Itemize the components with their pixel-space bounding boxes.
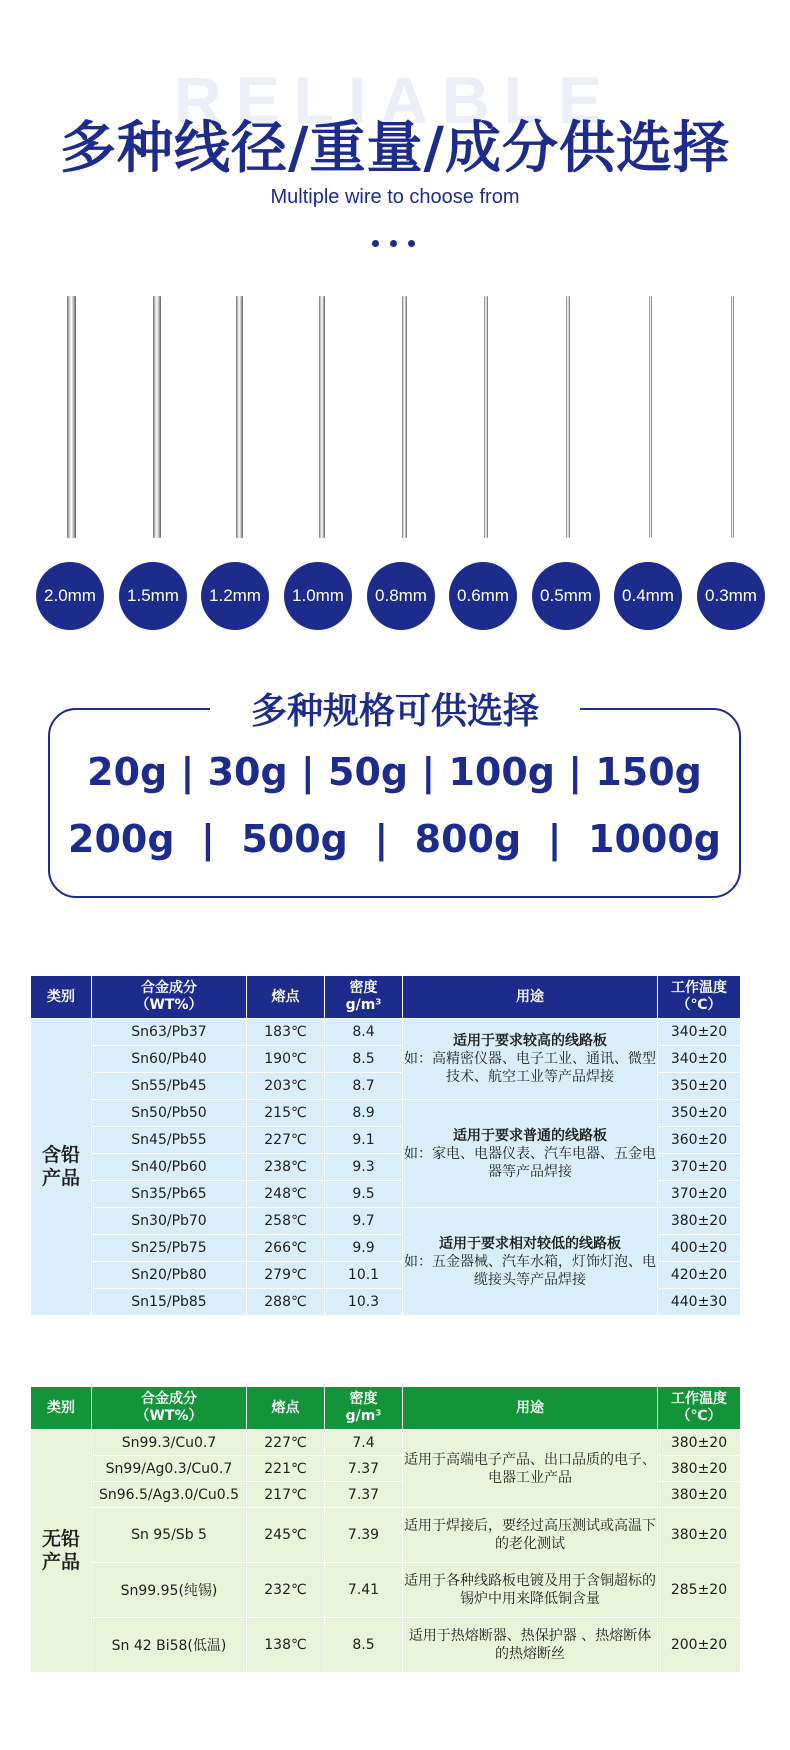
- melting-cell: 279℃: [247, 1262, 325, 1289]
- wire-sample-1-0mm: [319, 296, 325, 538]
- leaded-product-table: [30, 975, 741, 1316]
- density-cell: 8.5: [325, 1618, 403, 1673]
- temp-cell: 380±20: [658, 1208, 741, 1235]
- weight-option: 800g: [414, 817, 522, 861]
- alloy-cell: Sn20/Pb80: [92, 1262, 247, 1289]
- usage-cell: 适用于各种线路板电镀及用于含铜超标的锡炉中用来降低铜含量: [403, 1563, 658, 1618]
- weight-option: 500g: [241, 817, 348, 861]
- temp-cell: 420±20: [658, 1262, 741, 1289]
- weight-option: 100g: [448, 750, 555, 794]
- header-usage: 用途: [403, 1387, 658, 1430]
- melting-cell: 190℃: [247, 1046, 325, 1073]
- density-cell: 7.37: [325, 1456, 403, 1482]
- wire-sample-0-5mm: [566, 296, 570, 538]
- header-melting: 熔点: [247, 1387, 325, 1430]
- melting-cell: 221℃: [247, 1456, 325, 1482]
- background-watermark: RELIABLE: [174, 63, 616, 137]
- wire-sample-0-8mm: [402, 296, 407, 538]
- weight-row-2: 200g | 500g | 800g | 1000g: [68, 817, 721, 861]
- density-cell: 9.5: [325, 1181, 403, 1208]
- category-lead-free: 无铅 产品: [31, 1430, 92, 1673]
- alloy-cell: Sn45/Pb55: [92, 1127, 247, 1154]
- weight-option: 150g: [595, 750, 702, 794]
- usage-cell: 适用于高端电子产品、出口品质的电子、电器工业产品: [403, 1430, 658, 1508]
- weight-option: 30g: [207, 750, 288, 794]
- melting-cell: 248℃: [247, 1181, 325, 1208]
- weight-row-1: 20g | 30g | 50g | 100g | 150g: [87, 750, 702, 794]
- usage-cell: 适用于要求较高的线路板 如：高精密仪器、电子工业、通讯、微型技术、航空工业等产品焊接: [403, 1019, 658, 1100]
- wire-sample-1-2mm: [236, 296, 243, 538]
- header-category: 类别: [31, 976, 92, 1019]
- temp-cell: 350±20: [658, 1073, 741, 1100]
- melting-cell: 232℃: [247, 1563, 325, 1618]
- wire-size-badge: 2.0mm: [36, 562, 104, 630]
- temp-cell: 350±20: [658, 1100, 741, 1127]
- temp-cell: 380±20: [658, 1430, 741, 1456]
- alloy-cell: Sn40/Pb60: [92, 1154, 247, 1181]
- temp-cell: 380±20: [658, 1508, 741, 1563]
- density-cell: 9.7: [325, 1208, 403, 1235]
- weight-option: 1000g: [588, 817, 721, 861]
- density-cell: 7.37: [325, 1482, 403, 1508]
- density-cell: 8.9: [325, 1100, 403, 1127]
- density-cell: 9.9: [325, 1235, 403, 1262]
- table-row: [31, 1508, 741, 1563]
- density-cell: 7.4: [325, 1430, 403, 1456]
- lead-free-product-table: [30, 1386, 741, 1673]
- melting-cell: 138℃: [247, 1618, 325, 1673]
- density-cell: 8.5: [325, 1046, 403, 1073]
- wire-size-badge: 0.3mm: [697, 562, 765, 630]
- table-row: [31, 1430, 741, 1456]
- header-density: 密度 g/m³: [325, 1387, 403, 1430]
- alloy-cell: Sn50/Pb50: [92, 1100, 247, 1127]
- weight-spec-title: 多种规格可供选择: [210, 683, 580, 734]
- melting-cell: 217℃: [247, 1482, 325, 1508]
- density-cell: 8.4: [325, 1019, 403, 1046]
- wire-sample-0-3mm: [731, 296, 734, 538]
- temp-cell: 340±20: [658, 1019, 741, 1046]
- header-alloy: 合金成分 （WT%）: [92, 976, 247, 1019]
- weight-spec-box: [48, 708, 741, 898]
- density-cell: 7.41: [325, 1563, 403, 1618]
- temp-cell: 200±20: [658, 1618, 741, 1673]
- decorative-dots: [372, 240, 415, 247]
- alloy-cell: Sn55/Pb45: [92, 1073, 247, 1100]
- density-cell: 10.1: [325, 1262, 403, 1289]
- temp-cell: 340±20: [658, 1046, 741, 1073]
- table-row: [31, 1563, 741, 1618]
- temp-cell: 400±20: [658, 1235, 741, 1262]
- melting-cell: 203℃: [247, 1073, 325, 1100]
- alloy-cell: Sn60/Pb40: [92, 1046, 247, 1073]
- density-cell: 9.1: [325, 1127, 403, 1154]
- wire-size-badge: 0.4mm: [614, 562, 682, 630]
- weight-option: 20g: [87, 750, 168, 794]
- table-row: [31, 1208, 741, 1235]
- weight-option: 200g: [68, 817, 175, 861]
- alloy-cell: Sn99.3/Cu0.7: [92, 1430, 247, 1456]
- wire-size-badge: 0.6mm: [449, 562, 517, 630]
- header-temp: 工作温度 （℃）: [658, 976, 741, 1019]
- table-row: [31, 1019, 741, 1046]
- header-alloy: 合金成分 （WT%）: [92, 1387, 247, 1430]
- header-usage: 用途: [403, 976, 658, 1019]
- wire-size-badge: 1.0mm: [284, 562, 352, 630]
- alloy-cell: Sn63/Pb37: [92, 1019, 247, 1046]
- alloy-cell: Sn 95/Sb 5: [92, 1508, 247, 1563]
- melting-cell: 266℃: [247, 1235, 325, 1262]
- temp-cell: 370±20: [658, 1181, 741, 1208]
- usage-cell: 适用于热熔断器、热保护器 、热熔断体的热熔断丝: [403, 1618, 658, 1673]
- alloy-cell: Sn99.95(纯锡): [92, 1563, 247, 1618]
- melting-cell: 245℃: [247, 1508, 325, 1563]
- table-header-row: [31, 976, 741, 1019]
- melting-cell: 227℃: [247, 1127, 325, 1154]
- header-temp: 工作温度 （℃）: [658, 1387, 741, 1430]
- temp-cell: 285±20: [658, 1563, 741, 1618]
- density-cell: 7.39: [325, 1508, 403, 1563]
- wire-sample-0-6mm: [484, 296, 488, 538]
- melting-cell: 227℃: [247, 1430, 325, 1456]
- wire-size-badge: 1.5mm: [119, 562, 187, 630]
- header-melting: 熔点: [247, 976, 325, 1019]
- temp-cell: 380±20: [658, 1456, 741, 1482]
- header-category: 类别: [31, 1387, 92, 1430]
- temp-cell: 440±30: [658, 1289, 741, 1316]
- table-row: [31, 1100, 741, 1127]
- alloy-cell: Sn 42 Bi58(低温): [92, 1618, 247, 1673]
- usage-cell: 适用于要求相对较低的线路板 如：五金器械、汽车水箱，灯饰灯泡、电缆接头等产品焊接: [403, 1208, 658, 1316]
- temp-cell: 380±20: [658, 1482, 741, 1508]
- melting-cell: 238℃: [247, 1154, 325, 1181]
- page-title: 多种线径/重量/成分供选择: [60, 116, 730, 181]
- melting-cell: 215℃: [247, 1100, 325, 1127]
- melting-cell: 288℃: [247, 1289, 325, 1316]
- weight-option: 50g: [328, 750, 409, 794]
- category-leaded: 含铅 产品: [31, 1019, 92, 1316]
- alloy-cell: Sn99/Ag0.3/Cu0.7: [92, 1456, 247, 1482]
- table-header-row: [31, 1387, 741, 1430]
- melting-cell: 183℃: [247, 1019, 325, 1046]
- temp-cell: 360±20: [658, 1127, 741, 1154]
- wire-sample-1-5mm: [153, 296, 161, 538]
- alloy-cell: Sn25/Pb75: [92, 1235, 247, 1262]
- wire-size-badge: 0.5mm: [532, 562, 600, 630]
- wire-size-badge: 1.2mm: [201, 562, 269, 630]
- density-cell: 8.7: [325, 1073, 403, 1100]
- density-cell: 9.3: [325, 1154, 403, 1181]
- usage-cell: 适用于要求普通的线路板 如：家电、电器仪表、汽车电器、五金电器等产品焊接: [403, 1100, 658, 1208]
- wire-sample-0-4mm: [649, 296, 652, 538]
- alloy-cell: Sn35/Pb65: [92, 1181, 247, 1208]
- header-density: 密度 g/m³: [325, 976, 403, 1019]
- melting-cell: 258℃: [247, 1208, 325, 1235]
- alloy-cell: Sn96.5/Ag3.0/Cu0.5: [92, 1482, 247, 1508]
- page-subtitle: Multiple wire to choose from: [270, 186, 520, 208]
- alloy-cell: Sn30/Pb70: [92, 1208, 247, 1235]
- wire-size-badge: 0.8mm: [367, 562, 435, 630]
- usage-cell: 适用于焊接后，要经过高压测试或高温下的老化测试: [403, 1508, 658, 1563]
- density-cell: 10.3: [325, 1289, 403, 1316]
- temp-cell: 370±20: [658, 1154, 741, 1181]
- wire-sample-2-0mm: [67, 296, 76, 538]
- table-row: [31, 1618, 741, 1673]
- alloy-cell: Sn15/Pb85: [92, 1289, 247, 1316]
